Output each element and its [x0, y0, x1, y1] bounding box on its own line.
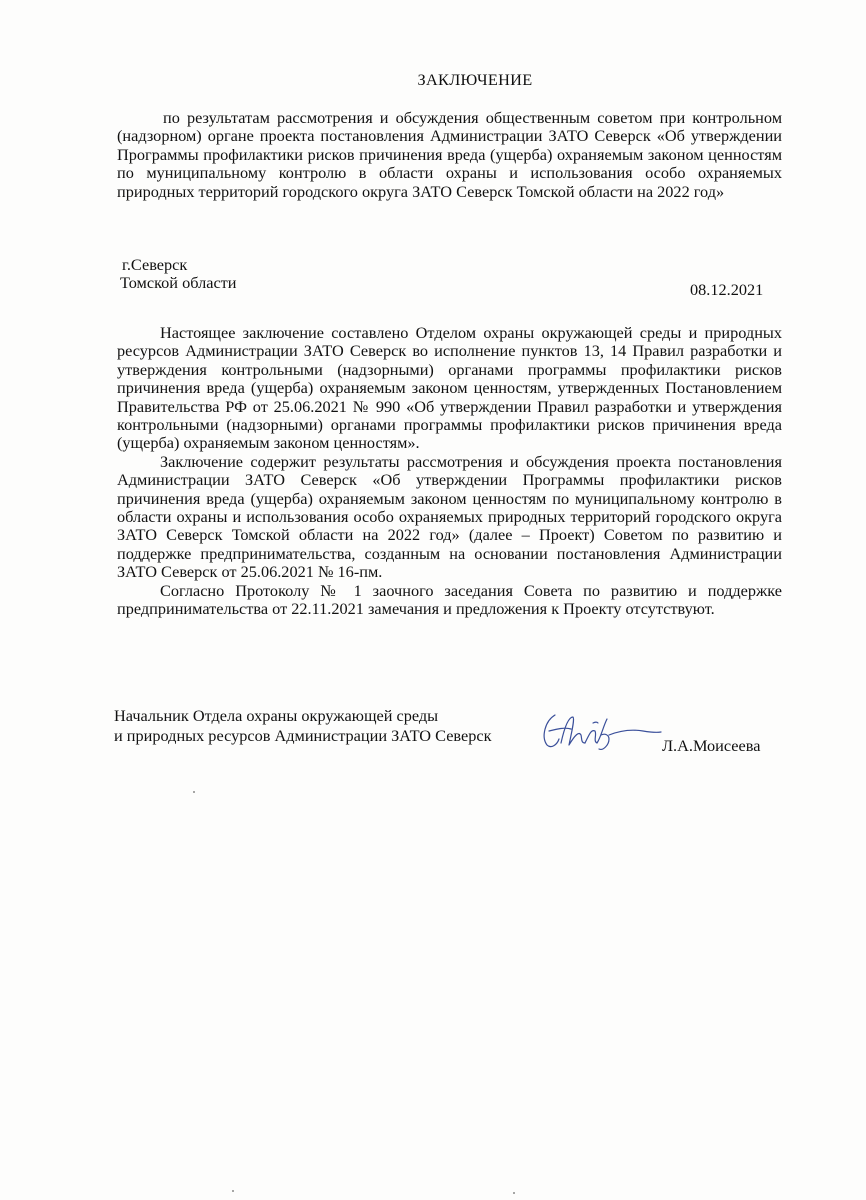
- scan-speck: [193, 791, 195, 793]
- place-city: г.Северск: [122, 255, 188, 274]
- body-paragraph: Настоящее заключение составлено Отделом охраны окружающей среды и природных ресурсов Администрации ЗАТО Северск во исполнение пунктов 13, 14 Правил разработки и утверждения контрольными (надзорными) органами программы профилактики рисков причинения вреда (ущерба) охраняемым законом ценностям, утвержденных Постановлением Правительства РФ от 25.06.2021 № 990 «Об утверждении Правил разработки и утверждения контрольными (надзорными) органами программы профилактики рисков причинения вреда (ущерба) охраняемым законом ценностям».: [117, 323, 782, 453]
- signatory-position-line2: и природных ресурсов Администрации ЗАТО Северск: [114, 726, 492, 745]
- place-region: Томской области: [120, 273, 237, 292]
- document-date: 08.12.2021: [690, 280, 764, 299]
- body-paragraph: Заключение содержит результаты рассмотрения и обсуждения проекта постановления Администрации ЗАТО Северск «Об утверждении Программы профилактики рисков причинения вреда (ущерба) охраняемым законом ценностям по муниципальному контролю в области охраны и использования особо охраняемых природных территорий городского округа ЗАТО Северск Томской области на 2022 год» (далее – Проект) Советом по развитию и поддержке предпринимательства, созданным на основании постановления Администрации ЗАТО Северск от 25.06.2021 № 16-пм.: [117, 451, 782, 582]
- document-body: [117, 324, 782, 619]
- body-paragraph: Согласно Протоколу № 1 заочного заседания Совета по развитию и поддержке предпринимательства от 22.11.2021 замечания и предложения к Проекту отсутствуют.: [117, 580, 782, 619]
- document-subject: по результатам рассмотрения и обсуждения общественным советом при контрольном (надзорном) органе проекта постановления Администрации ЗАТО Северск «Об утверждении Программы профилактики рисков причинения вреда (ущерба) охраняемым законом ценностям по муниципальному контролю в области охраны и использования особо охраняемых природных территорий городского округа ЗАТО Северск Томской области на 2022 год»: [117, 108, 782, 201]
- signatory-name: Л.А.Моисеева: [662, 736, 761, 755]
- signatory-position-line1: Начальник Отдела охраны окружающей среды: [114, 706, 439, 725]
- scan-speck: [513, 1192, 515, 1194]
- scan-speck: [232, 1190, 234, 1192]
- document-title: ЗАКЛЮЧЕНИЕ: [417, 70, 533, 89]
- handwritten-signature: [535, 705, 665, 755]
